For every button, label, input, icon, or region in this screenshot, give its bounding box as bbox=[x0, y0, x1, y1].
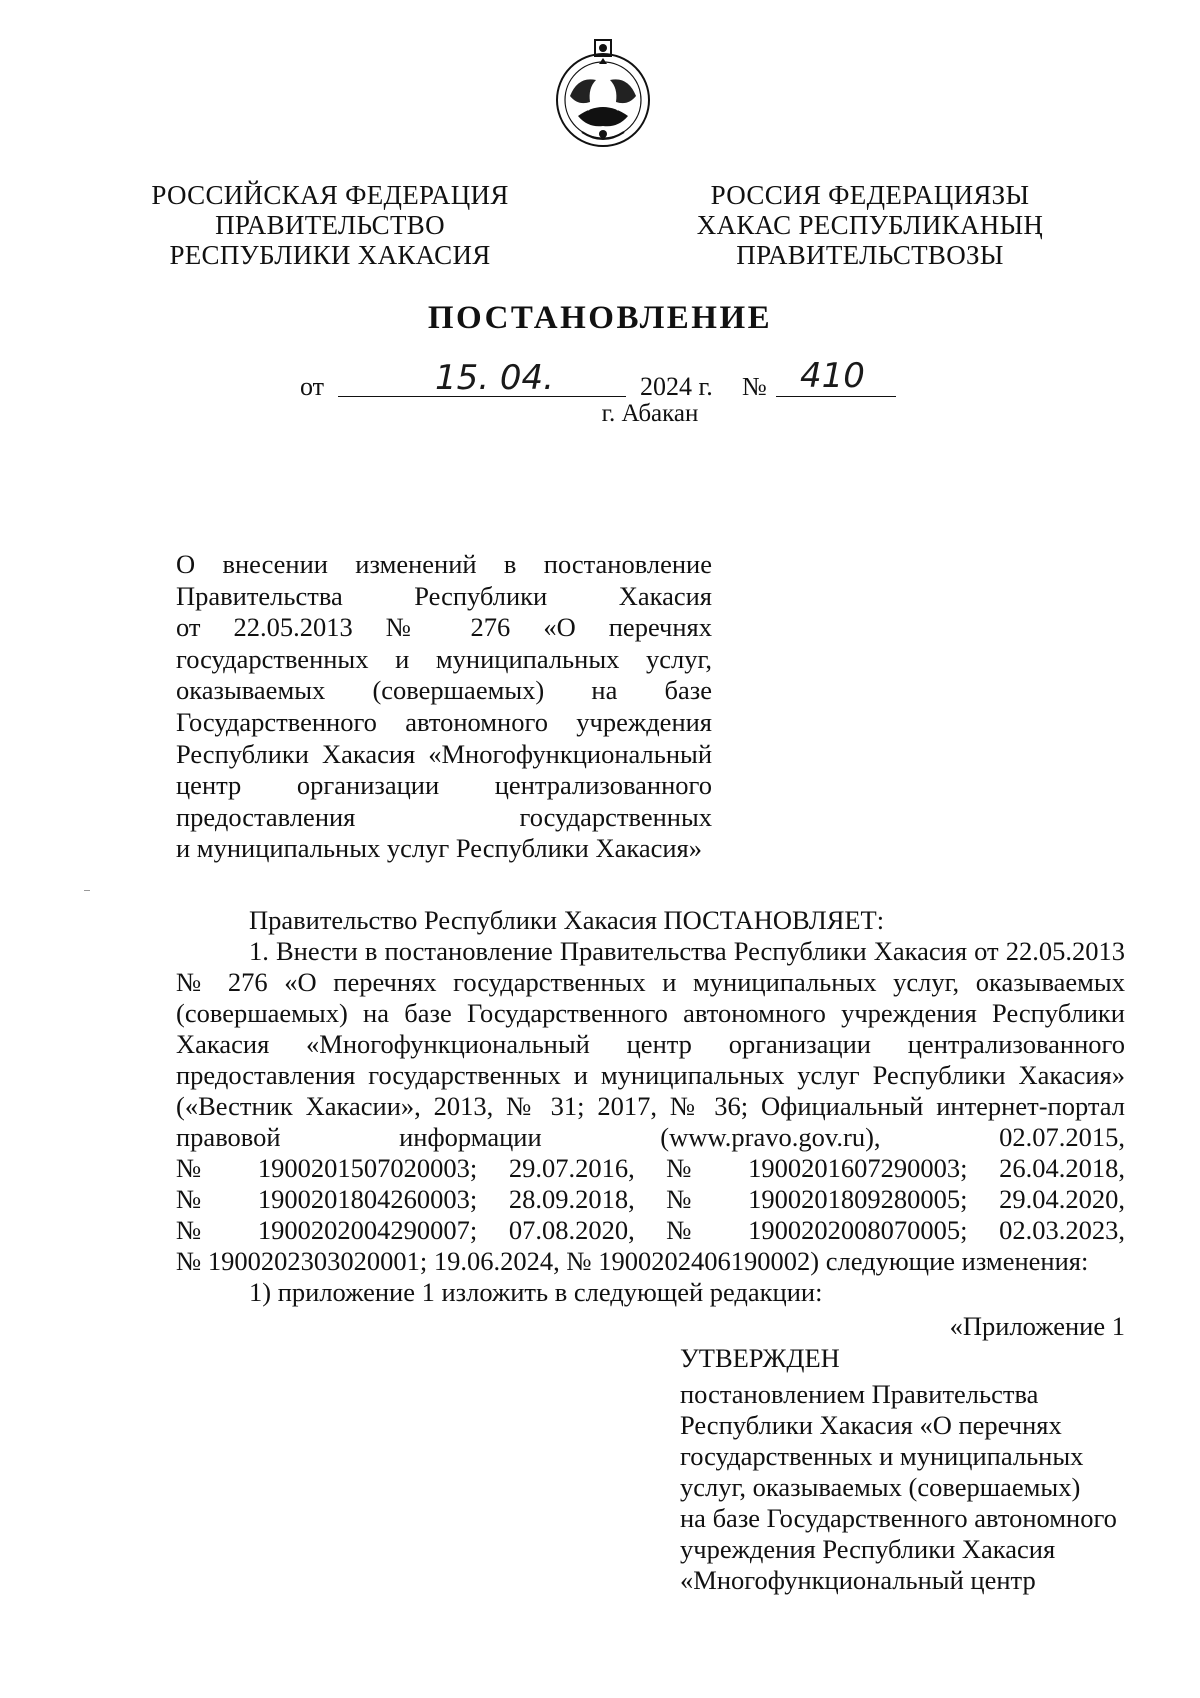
subject-line: государственных и муниципальных услуг, bbox=[176, 643, 712, 674]
subject-line: Государственного автономного учреждения bbox=[176, 706, 712, 737]
item-line: № 1900201804260003; 28.09.2018, № 1900201809280005; 29.04.2020, bbox=[176, 1184, 1125, 1214]
subject-line: и муниципальных услуг Республики Хакасия» bbox=[176, 833, 702, 864]
header-right bbox=[680, 180, 1060, 270]
subject-line: оказываемых (совершаемых) на базе bbox=[176, 675, 712, 706]
approved-line: учреждения Республики Хакасия bbox=[680, 1534, 1056, 1564]
approved-line: государственных и муниципальных bbox=[680, 1441, 1084, 1471]
approved-heading: УТВЕРЖДЕН bbox=[680, 1343, 840, 1373]
header-right-line: РОССИЯ ФЕДЕРАЦИЯЗЫ bbox=[710, 180, 1030, 210]
item-line: № 1900202303020001; 19.06.2024, № 1900202406190002) следующие изменения: bbox=[176, 1246, 1089, 1276]
subject-line: от 22.05.2013 № 276 «О перечнях bbox=[176, 612, 712, 643]
item-line: правовой информации (www.pravo.gov.ru), 02.07.2015, bbox=[176, 1122, 1125, 1152]
number-sign: № bbox=[742, 372, 767, 401]
approved-line: услуг, оказываемых (совершаемых) bbox=[680, 1472, 1081, 1502]
subject-line: О внесении изменений в постановление bbox=[176, 549, 712, 579]
header-left-line: ПРАВИТЕЛЬСТВО bbox=[215, 210, 445, 240]
approved-line: на базе Государственного автономного bbox=[680, 1503, 1117, 1533]
appendix-label: «Приложение 1 bbox=[949, 1311, 1125, 1341]
item-line: предоставления государственных и муниципальных услуг Республики Хакасия» bbox=[176, 1060, 1125, 1090]
subject-block bbox=[176, 549, 712, 865]
date-prefix: от bbox=[300, 372, 325, 401]
coat-of-arms-emblem bbox=[548, 36, 658, 154]
header-right-line: ХАКАС РЕСПУБЛИКАНЫҢ bbox=[696, 210, 1044, 240]
approved-line: Республики Хакасия «О перечнях bbox=[680, 1410, 1062, 1440]
handwritten-number: 410 bbox=[800, 356, 865, 396]
city-label: г. Абакан bbox=[601, 400, 699, 427]
resolves-line: Правительство Республики Хакасия ПОСТАНОВЛЯЕТ: bbox=[249, 905, 885, 935]
subject-line: центр организации централизованного bbox=[176, 770, 712, 801]
item-line: (совершаемых) на базе Государственного автономного учреждения Республики bbox=[176, 998, 1125, 1028]
item-line: («Вестник Хакасии», 2013, № 31; 2017, № 36; Официальный интернет-портал bbox=[176, 1091, 1125, 1121]
approval-block bbox=[680, 1337, 1117, 1596]
document-title: ПОСТАНОВЛЕНИЕ bbox=[427, 300, 773, 336]
item-line: № 276 «О перечнях государственных и муниципальных услуг, оказываемых bbox=[176, 967, 1125, 997]
item-line: Хакасия «Многофункциональный центр организации централизованного bbox=[176, 1029, 1125, 1059]
header-left-line: РЕСПУБЛИКИ ХАКАСИЯ bbox=[169, 240, 491, 270]
item-line: 1. Внести в постановление Правительства Республики Хакасия от 22.05.2013 bbox=[249, 936, 1125, 966]
subitem-line: 1) приложение 1 изложить в следующей редакции: bbox=[249, 1277, 823, 1307]
year-label: 2024 г. bbox=[640, 372, 713, 401]
subject-line: Республики Хакасия «Многофункциональный bbox=[176, 738, 712, 769]
header-left-line: РОССИЙСКАЯ ФЕДЕРАЦИЯ bbox=[151, 180, 509, 210]
header-right-line: ПРАВИТЕЛЬСТВОЗЫ bbox=[736, 240, 1004, 270]
approved-line: постановлением Правительства bbox=[680, 1379, 1039, 1409]
handwritten-date: 15. 04. bbox=[435, 358, 554, 398]
approved-line: «Многофункциональный центр bbox=[680, 1565, 1036, 1595]
item-line: № 1900201507020003; 29.07.2016, № 1900201607290003; 26.04.2018, bbox=[176, 1153, 1125, 1183]
item-line: № 1900202004290007; 07.08.2020, № 1900202008070005; 02.03.2023, bbox=[176, 1215, 1125, 1245]
margin-mark bbox=[84, 890, 90, 891]
header-left bbox=[140, 180, 520, 270]
number-underline bbox=[776, 396, 896, 397]
subject-line: Правительства Республики Хакасия bbox=[176, 580, 712, 611]
subject-line: предоставления государственных bbox=[176, 801, 712, 832]
resolution-body bbox=[176, 905, 1125, 1308]
